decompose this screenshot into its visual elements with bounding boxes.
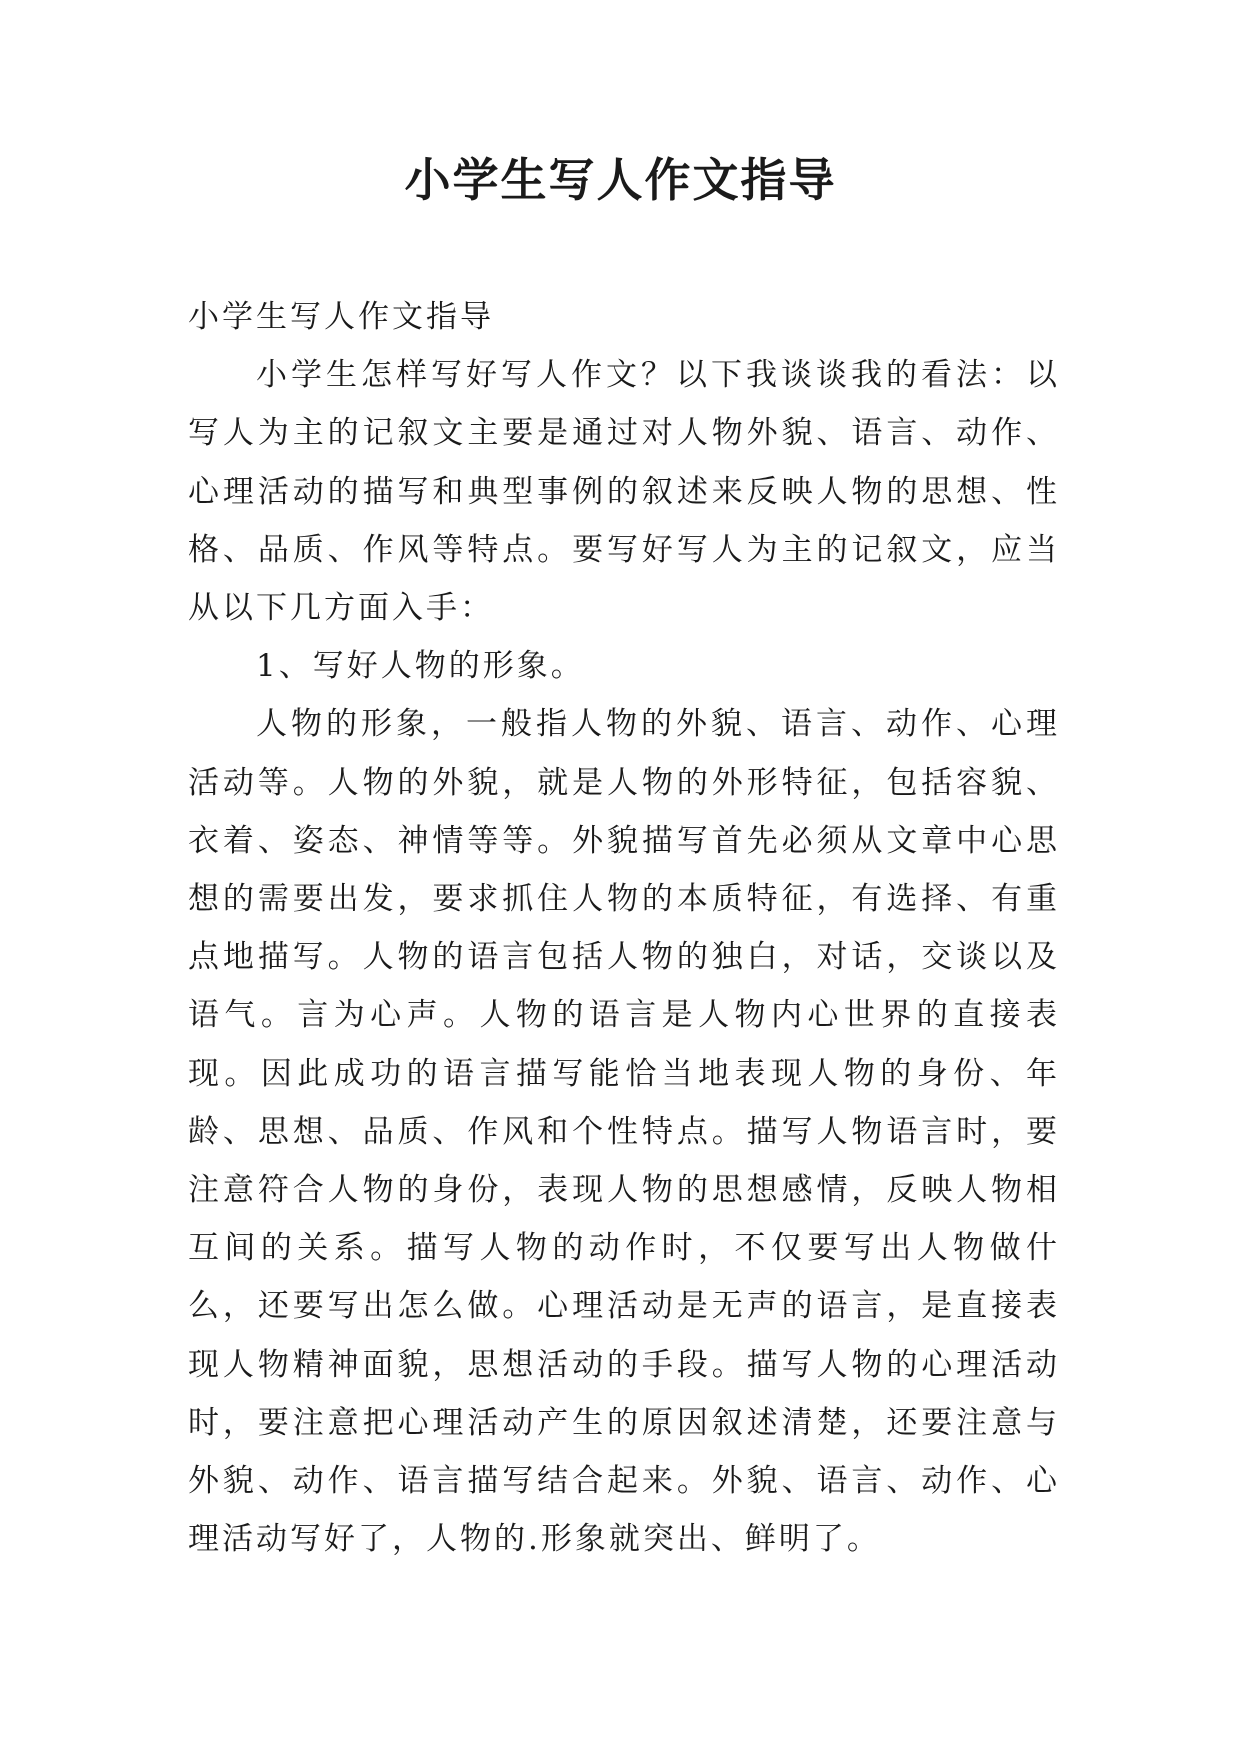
document-body xyxy=(188,288,1060,1568)
paragraph-intro: 小学生怎样写好写人作文？以下我谈谈我的看法：以写人为主的记叙文主要是通过对人物外貌、语言、动作、心理活动的描写和典型事例的叙述来反映人物的思想、性格、品质、作风等特点。要写好写人为主的记叙文，应当从以下几方面入手： xyxy=(188,357,1060,627)
document-title: 小学生写人作文指导 xyxy=(404,153,837,207)
paragraph-character-image: 人物的形象，一般指人物的外貌、语言、动作、心理活动等。人物的外貌，就是人物的外形特征，包括容貌、衣着、姿态、神情等等。外貌描写首先必须从文章中心思想的需要出发，要求抓住人物的本质特征，有选择、有重点地描写。人物的语言包括人物的独白，对话，交谈以及语气。言为心声。人物的语言是人物内心世界的直接表现。因此成功的语言描写能恰当地表现人物的身份、年龄、思想、品质、作风和个性特点。描写人物语言时，要注意符合人物的身份，表现人物的思想感情，反映人物相互间的关系。描写人物的动作时，不仅要写出人物做什么，还要写出怎么做。心理活动是无声的语言，是直接表现人物精神面貌，思想活动的手段。描写人物的心理活动时，要注意把心理活动产生的原因叙述清楚，还要注意与外貌、动作、语言描写结合起来。外貌、语言、动作、心理活动写好了，人物的.形象就突出、鲜明了。 xyxy=(188,706,1060,1558)
document-subtitle: 小学生写人作文指导 xyxy=(188,299,494,335)
paragraph-heading-1: 1、写好人物的形象。 xyxy=(256,648,585,685)
